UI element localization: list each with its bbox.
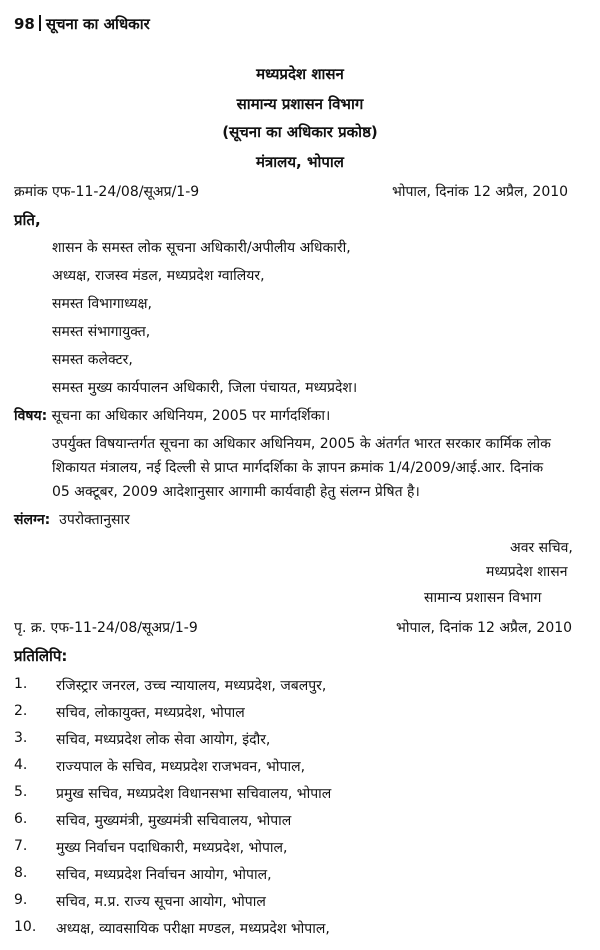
copy-recipient: सचिव, लोकायुक्त, मध्यप्रदेश, भोपाल	[56, 705, 245, 721]
header-divider	[39, 15, 41, 31]
enclosure-line	[14, 510, 130, 529]
copy-number: 1.	[14, 676, 28, 692]
subject-text: सूचना का अधिकार अधिनियम, 2005 पर मार्गदर्शिका।	[47, 408, 331, 424]
copy-number: 3.	[14, 730, 28, 746]
running-header	[14, 14, 150, 34]
copy-number: 8.	[14, 865, 28, 881]
recipient-line: समस्त मुख्य कार्यपालन अधिकारी, जिला पंचायत, मध्यप्रदेश।	[52, 380, 358, 396]
enclosure-label: संलग्न:	[14, 512, 51, 528]
copy-number: 9.	[14, 892, 28, 908]
body-line: उपर्युक्त विषयान्तर्गत सूचना का अधिकार अधिनियम, 2005 के अंतर्गत भारत सरकार कार्मिक लोक	[52, 436, 551, 452]
copy-number: 10.	[14, 919, 37, 935]
copy-recipient: अध्यक्ष, व्यावसायिक परीक्षा मण्डल, मध्यप्रदेश भोपाल,	[56, 921, 330, 937]
page-number: 98	[14, 15, 35, 33]
recipient-line: समस्त विभागाध्यक्ष,	[52, 296, 152, 312]
reference-number: क्रमांक एफ-11-24/08/सूअप्र/1-9	[14, 184, 200, 200]
copy-recipient: सचिव, मध्यप्रदेश निर्वाचन आयोग, भोपाल,	[56, 867, 272, 883]
copy-recipient: सचिव, मुख्यमंत्री, मुख्यमंत्री सचिवालय, भोपाल	[56, 813, 292, 829]
to-label: प्रति,	[14, 211, 41, 229]
copy-recipient: मुख्य निर्वाचन पदाधिकारी, मध्यप्रदेश, भोपाल,	[56, 840, 288, 856]
signature-designation: अवर सचिव,	[510, 540, 573, 556]
letterhead-line-1: मध्यप्रदेश शासन	[256, 65, 344, 83]
copy-recipient: प्रमुख सचिव, मध्यप्रदेश विधानसभा सचिवालय, भोपाल	[56, 786, 332, 802]
letterhead-line-3: (सूचना का अधिकार प्रकोष्ठ)	[222, 123, 378, 141]
copy-number: 4.	[14, 757, 28, 773]
recipient-line: शासन के समस्त लोक सूचना अधिकारी/अपीलीय अधिकारी,	[52, 240, 351, 256]
body-line: शिकायत मंत्रालय, नई दिल्ली से प्राप्त मार्गदर्शिका के ज्ञापन क्रमांक 1/4/2009/आई.आर. दिनांक	[52, 460, 544, 476]
letterhead-line-2: सामान्य प्रशासन विभाग	[236, 95, 364, 113]
running-title: सूचना का अधिकार	[45, 15, 150, 33]
copy-recipient: सचिव, मध्यप्रदेश लोक सेवा आयोग, इंदौर,	[56, 732, 271, 748]
copy-number: 7.	[14, 838, 28, 854]
copy-recipient: रजिस्ट्रार जनरल, उच्च न्यायालय, मध्यप्रदेश, जबलपुर,	[56, 678, 327, 694]
letterhead-line-4: मंत्रालय, भोपाल	[256, 153, 344, 171]
recipient-line: समस्त संभागायुक्त,	[52, 324, 151, 340]
copy-number: 5.	[14, 784, 28, 800]
subject-line	[14, 406, 330, 425]
copy-recipient: राज्यपाल के सचिव, मध्यप्रदेश राजभवन, भोपाल,	[56, 759, 306, 775]
reference-date: भोपाल, दिनांक 12 अप्रैल, 2010	[392, 184, 569, 200]
endorsement-number: पृ. क्र. एफ-11-24/08/सूअप्र/1-9	[14, 620, 198, 636]
enclosure-text: उपरोक्तानुसार	[59, 512, 130, 528]
copy-label: प्रतिलिपि:	[14, 647, 68, 665]
signature-government: मध्यप्रदेश शासन	[486, 564, 568, 580]
copy-recipient: सचिव, म.प्र. राज्य सूचना आयोग, भोपाल	[56, 894, 266, 910]
subject-label: विषय:	[14, 408, 48, 424]
body-line: 05 अक्टूबर, 2009 आदेशानुसार आगामी कार्यवाही हेतु संलग्न प्रेषित है।	[52, 484, 420, 500]
recipient-line: समस्त कलेक्टर,	[52, 352, 133, 368]
copy-number: 6.	[14, 811, 28, 827]
signature-department: सामान्य प्रशासन विभाग	[424, 590, 542, 606]
endorsement-date: भोपाल, दिनांक 12 अप्रैल, 2010	[396, 620, 573, 636]
copy-number: 2.	[14, 703, 28, 719]
recipient-line: अध्यक्ष, राजस्व मंडल, मध्यप्रदेश ग्वालियर,	[52, 268, 265, 284]
